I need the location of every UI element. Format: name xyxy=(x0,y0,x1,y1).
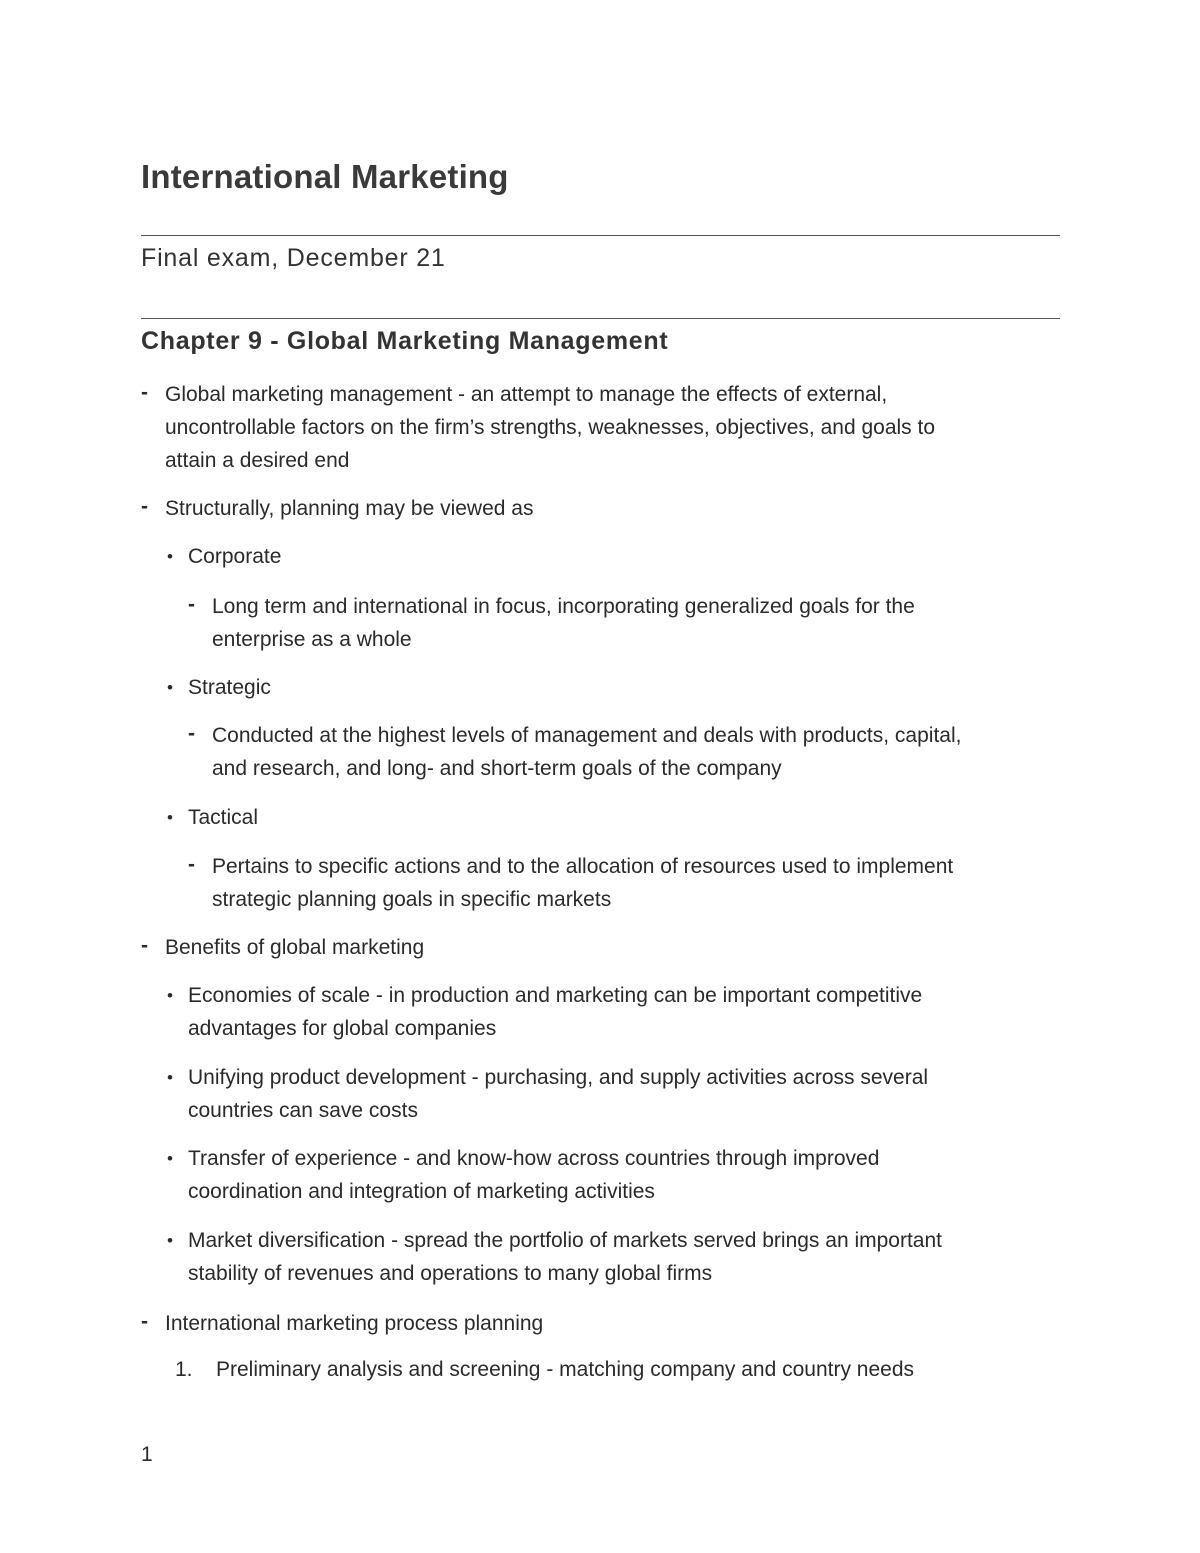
strategic-description-line-2: and research, and long- and short-term goals of the company xyxy=(212,757,782,780)
item-process-planning: International marketing process planning xyxy=(165,1312,544,1335)
corporate-description-line-2: enterprise as a whole xyxy=(212,628,412,651)
benefit-transfer-experience-line-2: coordination and integration of marketing activities xyxy=(188,1180,655,1203)
subtitle-divider xyxy=(141,318,1060,319)
item-global-marketing-line-3: attain a desired end xyxy=(165,449,350,472)
round-bullet-icon: • xyxy=(167,547,173,566)
step-number: 1. xyxy=(175,1358,193,1381)
round-bullet-icon: • xyxy=(167,1068,173,1087)
strategic-description-line-1: Conducted at the highest levels of management and deals with products, capital, xyxy=(212,724,962,747)
round-bullet-icon: • xyxy=(167,1231,173,1250)
benefit-market-diversification-line-1: Market diversification - spread the portfolio of markets served brings an important xyxy=(188,1229,943,1252)
benefit-transfer-experience-line-1: Transfer of experience - and know-how across countries through improved xyxy=(188,1147,880,1170)
benefit-product-development-line-1: Unifying product development - purchasing, and supply activities across several xyxy=(188,1066,929,1089)
title-divider xyxy=(141,235,1060,236)
round-bullet-icon: • xyxy=(167,808,173,827)
planning-level-corporate: Corporate xyxy=(188,545,282,568)
dash-bullet-icon: - xyxy=(141,1310,148,1333)
dash-bullet-icon: - xyxy=(141,934,148,957)
tactical-description-line-1: Pertains to specific actions and to the allocation of resources used to implement xyxy=(212,855,954,878)
dash-bullet-icon: - xyxy=(188,722,195,745)
planning-level-tactical: Tactical xyxy=(188,806,259,829)
planning-level-strategic: Strategic xyxy=(188,676,271,699)
benefit-market-diversification-line-2: stability of revenues and operations to many global firms xyxy=(188,1262,713,1285)
dash-bullet-icon: - xyxy=(141,381,148,404)
dash-bullet-icon: - xyxy=(141,495,148,518)
round-bullet-icon: • xyxy=(167,678,173,697)
benefit-economies-line-1: Economies of scale - in production and marketing can be important competitive xyxy=(188,984,923,1007)
item-global-marketing-line-1: Global marketing management - an attempt to manage the effects of external, xyxy=(165,383,888,406)
page-number: 1 xyxy=(141,1443,153,1466)
dash-bullet-icon: - xyxy=(188,593,195,616)
document-title: International Marketing xyxy=(141,158,509,195)
exam-subtitle: Final exam, December 21 xyxy=(141,244,446,272)
chapter-heading: Chapter 9 - Global Marketing Management xyxy=(141,327,669,355)
round-bullet-icon: • xyxy=(167,1149,173,1168)
step-preliminary-analysis: Preliminary analysis and screening - matching company and country needs xyxy=(216,1358,915,1381)
dash-bullet-icon: - xyxy=(188,853,195,876)
item-benefits-global-marketing: Benefits of global marketing xyxy=(165,936,425,959)
round-bullet-icon: • xyxy=(167,986,173,1005)
item-global-marketing-line-2: uncontrollable factors on the firm’s strengths, weaknesses, objectives, and goals to xyxy=(165,416,936,439)
item-structural-planning: Structurally, planning may be viewed as xyxy=(165,497,534,520)
benefit-economies-line-2: advantages for global companies xyxy=(188,1017,497,1040)
benefit-product-development-line-2: countries can save costs xyxy=(188,1099,418,1122)
corporate-description-line-1: Long term and international in focus, incorporating generalized goals for the xyxy=(212,595,915,618)
tactical-description-line-2: strategic planning goals in specific markets xyxy=(212,888,612,911)
